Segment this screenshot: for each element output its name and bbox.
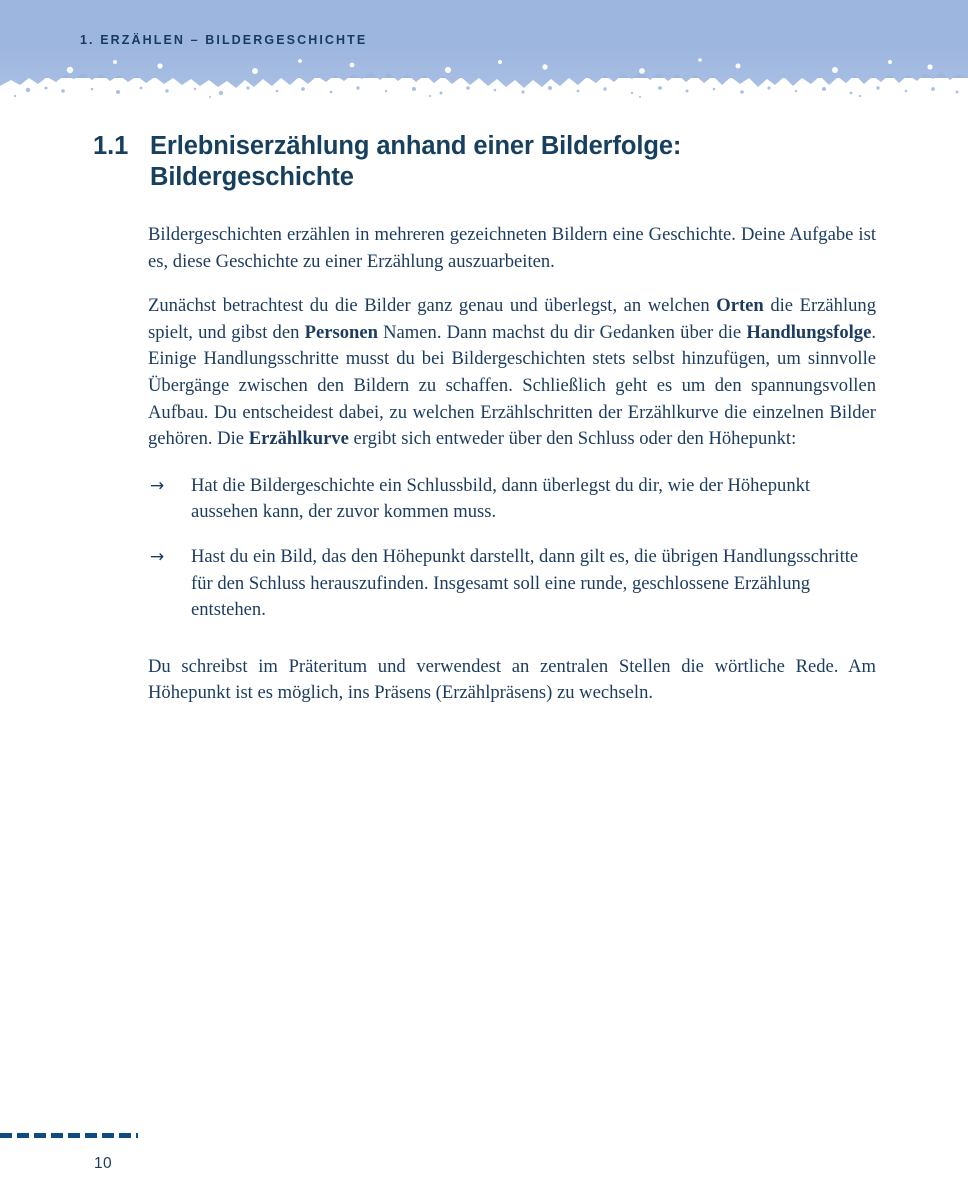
section-heading: Erlebniserzählung anhand einer Bilderfolge: Bildergeschichte	[150, 132, 682, 191]
paragraph-process-part-2: die Erzählung spielt, und gibst den	[148, 295, 876, 343]
spacer	[148, 646, 876, 654]
paragraph-process	[148, 293, 876, 453]
term-personen: Personen	[304, 321, 378, 343]
list-item	[148, 473, 876, 526]
paragraph-process-part-4: . Einige Handlungsschritte musst du bei Bildergeschichten stets selbst hinzufügen, um sinnvolle Übergänge zwischen den Bildern zu schaffen. Schließlich geht es um den spannungsvollen Aufbau. Du entscheidest dabei, zu welchen Erzählschritten der Erzählkurve die einzelnen Bilder gehören. Die	[148, 321, 876, 450]
term-handlungsfolge: Handlungsfolge	[746, 321, 872, 343]
list-item	[148, 544, 876, 624]
arrow-right-icon: →	[150, 475, 165, 496]
body-content	[148, 222, 876, 707]
paragraph-intro: Bildergeschichten erzählen in mehreren gezeichneten Bildern eine Geschichte. Deine Aufgabe ist es, diese Geschichte zu einer Erzählung auszuarbeiten.	[148, 224, 876, 272]
paragraph-process-part-3: Namen. Dann machst du dir Gedanken über die	[377, 321, 747, 343]
arrow-right-icon: →	[150, 546, 165, 567]
paragraph-process-part-1: Zunächst betrachtest du die Bilder ganz genau und überlegst, an welchen	[148, 295, 717, 317]
section-number: 1.1	[93, 132, 129, 160]
list-item-text: Hast du ein Bild, das den Höhepunkt darstellt, dann gilt es, die übrigen Handlungsschritte für den Schluss herauszufinden. Insgesamt soll eine runde, geschlossene Erzählung entstehen.	[191, 545, 859, 621]
running-head: 1. ERZÄHLEN – BILDERGESCHICHTE	[80, 33, 368, 47]
torn-edge-decoration	[0, 44, 968, 100]
term-orte: Orten	[716, 295, 764, 317]
footer-dashed-rule	[0, 1133, 138, 1138]
page-header-band	[0, 0, 968, 100]
list-item-text: Hat die Bildergeschichte ein Schlussbild, dann überlegst du dir, wie der Höhepunkt aussehen kann, der zuvor kommen muss.	[191, 474, 811, 523]
instruction-list	[148, 473, 876, 624]
paragraph-process-part-5: ergibt sich entweder über den Schluss oder den Höhepunkt:	[348, 428, 797, 450]
term-erzaehlkurve: Erzählkurve	[248, 428, 349, 450]
speckle-group	[14, 86, 959, 98]
page-number: 10	[94, 1155, 113, 1172]
page-title	[93, 131, 893, 193]
paragraph-tense-guidance: Du schreibst im Präteritum und verwendest an zentralen Stellen die wörtliche Rede. Am Höhepunkt ist es möglich, ins Präsens (Erzählpräsens) zu wechseln.	[148, 655, 876, 704]
